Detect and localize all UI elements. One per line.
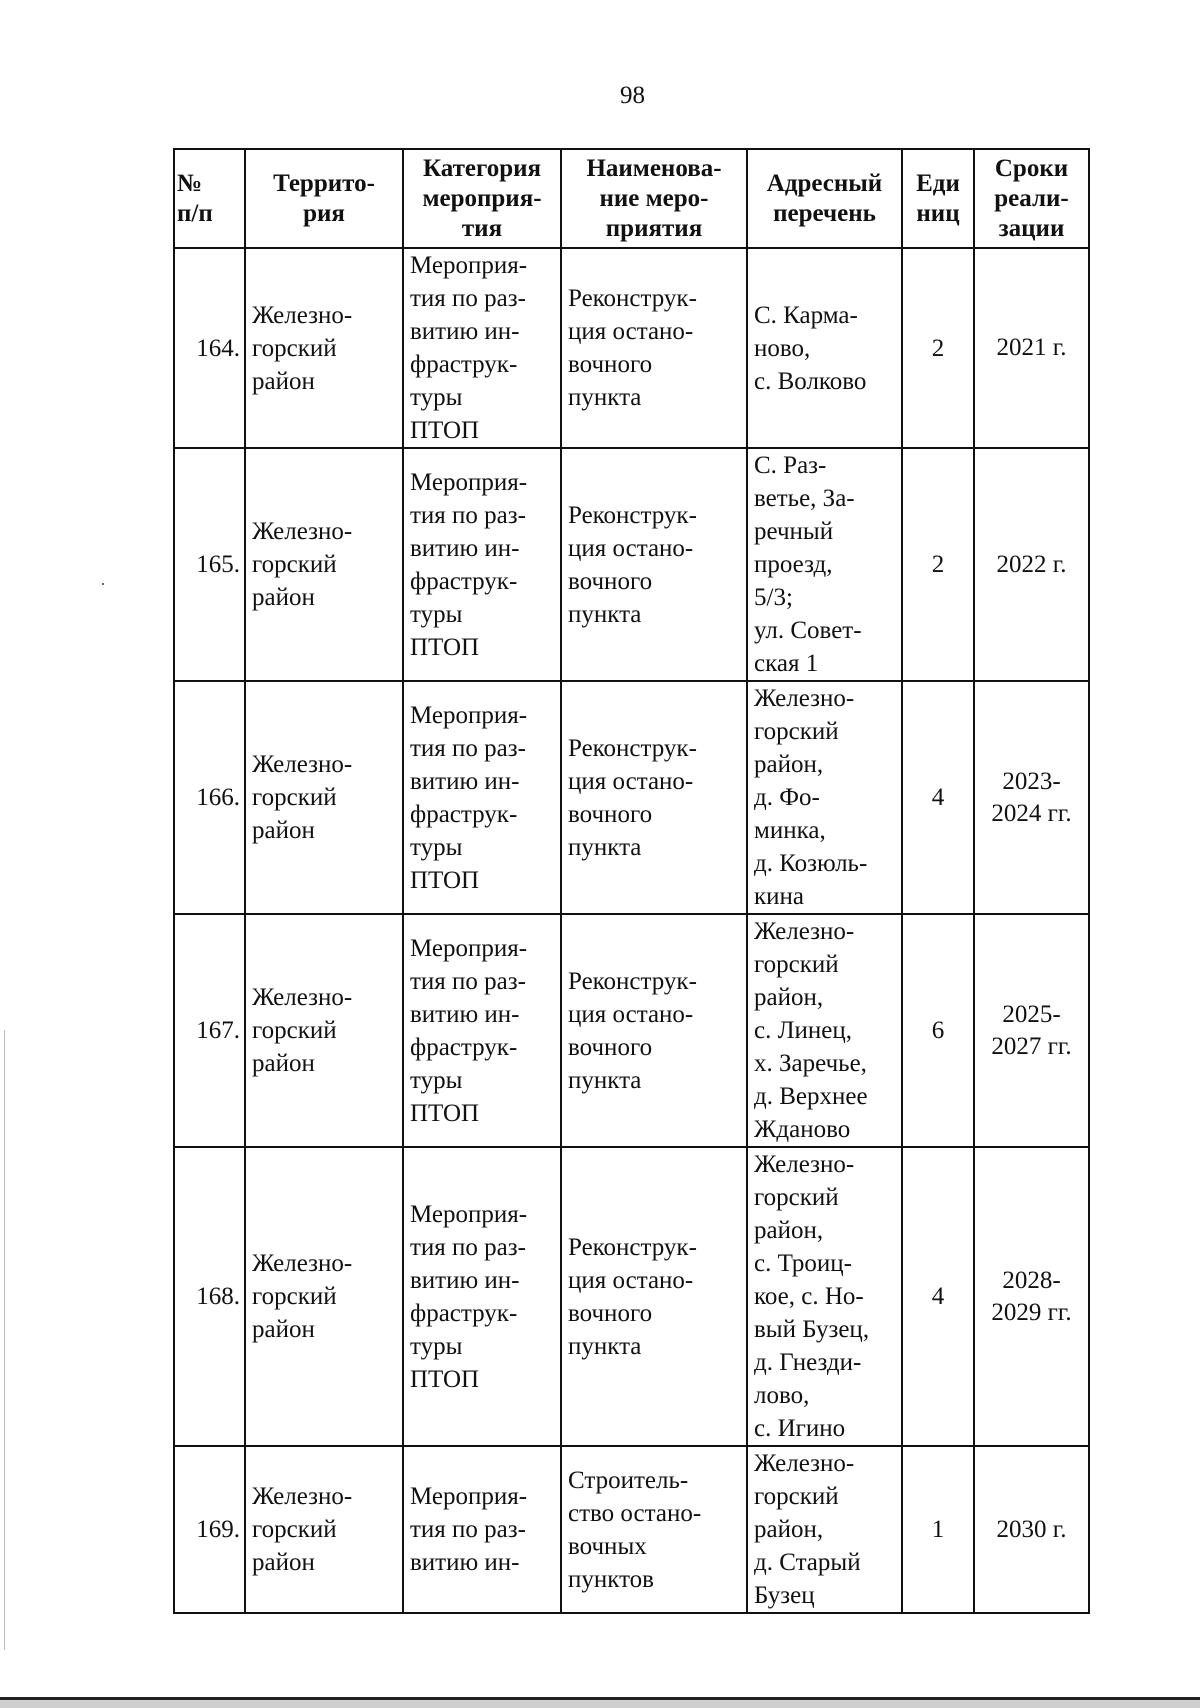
row-num: 165. xyxy=(174,448,245,681)
header-territory: Террито- рия xyxy=(245,149,403,248)
row-address: С. Раз- ветье, За- речный проезд, 5/3; ул. Совет- ская 1 xyxy=(747,448,902,681)
page-bottom-shadow xyxy=(0,1700,1200,1708)
row-category: Мероприя- тия по раз- витию ин- фраструк- туры ПТОП xyxy=(403,448,561,681)
measures-table xyxy=(173,148,1090,1614)
row-terms: 2021 г. xyxy=(974,248,1089,448)
row-name: Реконструк- ция остано- вочного пункта xyxy=(561,1147,747,1446)
table-row xyxy=(174,248,1089,448)
row-num: 167. xyxy=(174,914,245,1147)
table-row xyxy=(174,1147,1089,1446)
row-name: Реконструк- ция остано- вочного пункта xyxy=(561,248,747,448)
row-territory: Железно- горский район xyxy=(245,681,403,914)
row-name: Строитель- ство остано- вочных пунктов xyxy=(561,1446,747,1613)
table-header-row xyxy=(174,149,1089,248)
row-address: С. Карма- ново, с. Волково xyxy=(747,248,902,448)
header-address: Адресный перечень xyxy=(747,149,902,248)
header-num: № п/п xyxy=(174,149,245,248)
row-name: Реконструк- ция остано- вочного пункта xyxy=(561,448,747,681)
row-address: Железно- горский район, с. Троиц- кое, с. Но- вый Бузец, д. Гнезди- лово, с. Игино xyxy=(747,1147,902,1446)
row-units: 2 xyxy=(902,248,974,448)
row-terms: 2022 г. xyxy=(974,448,1089,681)
row-address: Железно- горский район, д. Фо- минка, д. Козюль- кина xyxy=(747,681,902,914)
row-name: Реконструк- ция остано- вочного пункта xyxy=(561,681,747,914)
row-territory: Железно- горский район xyxy=(245,1147,403,1446)
scan-speck xyxy=(102,583,104,585)
table-row xyxy=(174,681,1089,914)
row-address: Железно- горский район, д. Старый Бузец xyxy=(747,1446,902,1613)
table-row xyxy=(174,914,1089,1147)
page-number: 98 xyxy=(620,82,645,109)
row-territory: Железно- горский район xyxy=(245,448,403,681)
row-terms: 2030 г. xyxy=(974,1446,1089,1613)
table-row xyxy=(174,448,1089,681)
row-num: 168. xyxy=(174,1147,245,1446)
header-terms: Сроки реали- зации xyxy=(974,149,1089,248)
row-terms: 2023- 2024 гг. xyxy=(974,681,1089,914)
row-units: 4 xyxy=(902,681,974,914)
row-units: 2 xyxy=(902,448,974,681)
row-territory: Железно- горский район xyxy=(245,1446,403,1613)
header-units: Еди ниц xyxy=(902,149,974,248)
row-category: Мероприя- тия по раз- витию ин- фраструк- туры ПТОП xyxy=(403,914,561,1147)
header-name: Наименова- ние меро- приятия xyxy=(561,149,747,248)
row-units: 6 xyxy=(902,914,974,1147)
left-margin-mark xyxy=(4,1030,5,1650)
row-terms: 2025- 2027 гг. xyxy=(974,914,1089,1147)
row-category: Мероприя- тия по раз- витию ин- фраструк- туры ПТОП xyxy=(403,248,561,448)
row-units: 4 xyxy=(902,1147,974,1446)
row-address: Железно- горский район, с. Линец, х. Заречье, д. Верхнее Жданово xyxy=(747,914,902,1147)
header-category: Категория мероприя- тия xyxy=(403,149,561,248)
row-num: 164. xyxy=(174,248,245,448)
row-category: Мероприя- тия по раз- витию ин- xyxy=(403,1446,561,1613)
row-units: 1 xyxy=(902,1446,974,1613)
row-category: Мероприя- тия по раз- витию ин- фраструк- туры ПТОП xyxy=(403,681,561,914)
row-category: Мероприя- тия по раз- витию ин- фраструк- туры ПТОП xyxy=(403,1147,561,1446)
row-terms: 2028- 2029 гг. xyxy=(974,1147,1089,1446)
row-territory: Железно- горский район xyxy=(245,248,403,448)
row-territory: Железно- горский район xyxy=(245,914,403,1147)
table-row xyxy=(174,1446,1089,1613)
row-name: Реконструк- ция остано- вочного пункта xyxy=(561,914,747,1147)
row-num: 169. xyxy=(174,1446,245,1613)
row-num: 166. xyxy=(174,681,245,914)
